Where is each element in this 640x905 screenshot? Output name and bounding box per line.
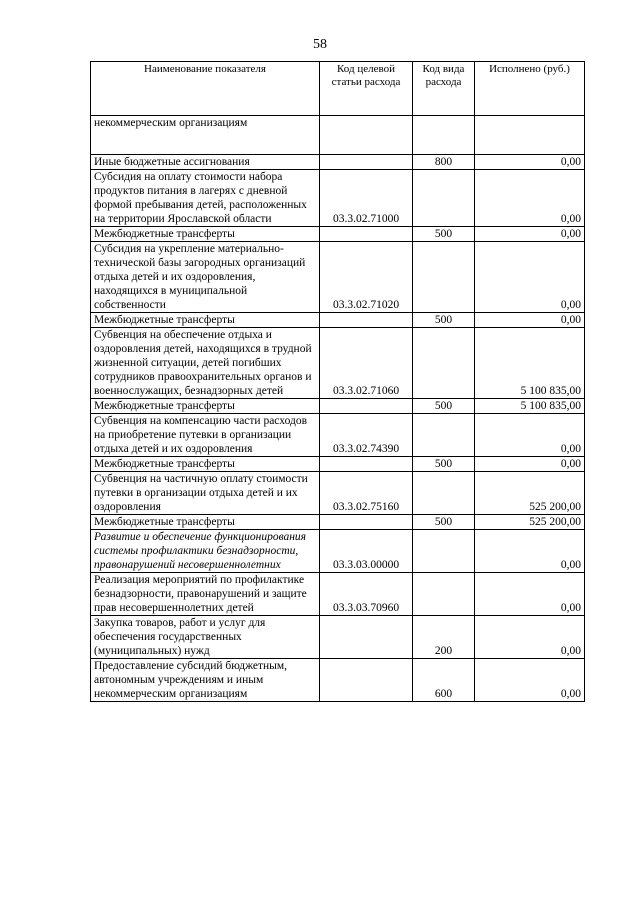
- cell-indicator-name: Субсидия на оплату стоимости набора продуктов питания в лагерях с дневной формой пребывания детей, расположенных на территории Ярославской области: [91, 170, 320, 227]
- expenditure-table: [90, 61, 585, 702]
- cell-target-code: 03.3.02.71060: [320, 328, 413, 399]
- cell-target-code: [320, 116, 413, 155]
- cell-kind-code: 800: [413, 155, 475, 170]
- cell-indicator-name: Субвенция на компенсацию части расходов на приобретение путевки в организации отдыха детей и их оздоровления: [91, 414, 320, 457]
- table-row: [91, 155, 585, 170]
- cell-target-code: [320, 659, 413, 702]
- cell-target-code: 03.3.02.75160: [320, 472, 413, 515]
- cell-indicator-name: Развитие и обеспечение функционирования системы профилактики безнадзорности, правонарушений несовершеннолетних: [91, 530, 320, 573]
- table-row: [91, 457, 585, 472]
- cell-executed-sum: 0,00: [475, 414, 585, 457]
- cell-target-code: [320, 155, 413, 170]
- cell-target-code: [320, 616, 413, 659]
- table-row: [91, 328, 585, 399]
- table-row: [91, 616, 585, 659]
- cell-indicator-name: Субвенция на обеспечение отдыха и оздоровления детей, находящихся в трудной жизненной ситуации, детей погибших сотрудников правоохранительных органов и военнослужащих, безнадзорных детей: [91, 328, 320, 399]
- cell-target-code: 03.3.03.70960: [320, 573, 413, 616]
- cell-kind-code: [413, 328, 475, 399]
- cell-indicator-name: Межбюджетные трансферты: [91, 399, 320, 414]
- cell-target-code: 03.3.03.00000: [320, 530, 413, 573]
- cell-kind-code: [413, 242, 475, 313]
- cell-target-code: [320, 515, 413, 530]
- cell-executed-sum: 0,00: [475, 530, 585, 573]
- table-row: [91, 399, 585, 414]
- cell-target-code: [320, 227, 413, 242]
- cell-kind-code: [413, 116, 475, 155]
- cell-executed-sum: 5 100 835,00: [475, 328, 585, 399]
- table-row: [91, 227, 585, 242]
- table-row: [91, 659, 585, 702]
- table-row: [91, 530, 585, 573]
- header-executed: Исполнено (руб.): [475, 62, 585, 116]
- cell-target-code: 03.3.02.71020: [320, 242, 413, 313]
- page-number: 58: [313, 37, 327, 52]
- cell-target-code: [320, 457, 413, 472]
- cell-executed-sum: 0,00: [475, 457, 585, 472]
- cell-executed-sum: 0,00: [475, 242, 585, 313]
- cell-indicator-name: Закупка товаров, работ и услуг для обеспечения государственных (муниципальных) нужд: [91, 616, 320, 659]
- cell-kind-code: [413, 530, 475, 573]
- cell-indicator-name: Межбюджетные трансферты: [91, 313, 320, 328]
- cell-kind-code: [413, 170, 475, 227]
- cell-indicator-name: некоммерческим организациям: [91, 116, 320, 155]
- cell-executed-sum: [475, 116, 585, 155]
- cell-kind-code: 600: [413, 659, 475, 702]
- cell-indicator-name: Межбюджетные трансферты: [91, 227, 320, 242]
- cell-executed-sum: 0,00: [475, 170, 585, 227]
- cell-kind-code: [413, 573, 475, 616]
- cell-executed-sum: 0,00: [475, 313, 585, 328]
- header-kind-code: Код вида расхода: [413, 62, 475, 116]
- cell-executed-sum: 0,00: [475, 659, 585, 702]
- cell-target-code: [320, 399, 413, 414]
- table-header-row: [91, 62, 585, 116]
- cell-kind-code: 500: [413, 515, 475, 530]
- header-target-code: Код целевой статьи расхода: [320, 62, 413, 116]
- cell-target-code: 03.3.02.74390: [320, 414, 413, 457]
- cell-target-code: [320, 313, 413, 328]
- cell-indicator-name: Субсидия на укрепление материально-технической базы загородных организаций отдыха детей и их оздоровления, находящихся в муниципальной собственности: [91, 242, 320, 313]
- table-row: [91, 472, 585, 515]
- table-row: [91, 573, 585, 616]
- cell-indicator-name: Субвенция на частичную оплату стоимости путевки в организации отдыха детей и их оздоровления: [91, 472, 320, 515]
- table-row: [91, 515, 585, 530]
- header-indicator-name: Наименование показателя: [91, 62, 320, 116]
- cell-indicator-name: Межбюджетные трансферты: [91, 515, 320, 530]
- cell-executed-sum: 525 200,00: [475, 515, 585, 530]
- table-row: [91, 313, 585, 328]
- cell-kind-code: 200: [413, 616, 475, 659]
- cell-kind-code: [413, 414, 475, 457]
- cell-kind-code: 500: [413, 313, 475, 328]
- cell-executed-sum: 5 100 835,00: [475, 399, 585, 414]
- cell-executed-sum: 0,00: [475, 616, 585, 659]
- table-row: [91, 242, 585, 313]
- cell-indicator-name: Реализация мероприятий по профилактике безнадзорности, правонарушений и защите прав несовершеннолетних детей: [91, 573, 320, 616]
- cell-target-code: 03.3.02.71000: [320, 170, 413, 227]
- table-body: [91, 116, 585, 702]
- cell-kind-code: 500: [413, 227, 475, 242]
- cell-indicator-name: Иные бюджетные ассигнования: [91, 155, 320, 170]
- table-row: [91, 414, 585, 457]
- table-row: [91, 116, 585, 155]
- cell-kind-code: 500: [413, 399, 475, 414]
- cell-executed-sum: 525 200,00: [475, 472, 585, 515]
- cell-executed-sum: 0,00: [475, 573, 585, 616]
- cell-kind-code: [413, 472, 475, 515]
- cell-indicator-name: Предоставление субсидий бюджетным, автономным учреждениям и иным некоммерческим организациям: [91, 659, 320, 702]
- table-row: [91, 170, 585, 227]
- cell-kind-code: 500: [413, 457, 475, 472]
- cell-executed-sum: 0,00: [475, 227, 585, 242]
- cell-indicator-name: Межбюджетные трансферты: [91, 457, 320, 472]
- cell-executed-sum: 0,00: [475, 155, 585, 170]
